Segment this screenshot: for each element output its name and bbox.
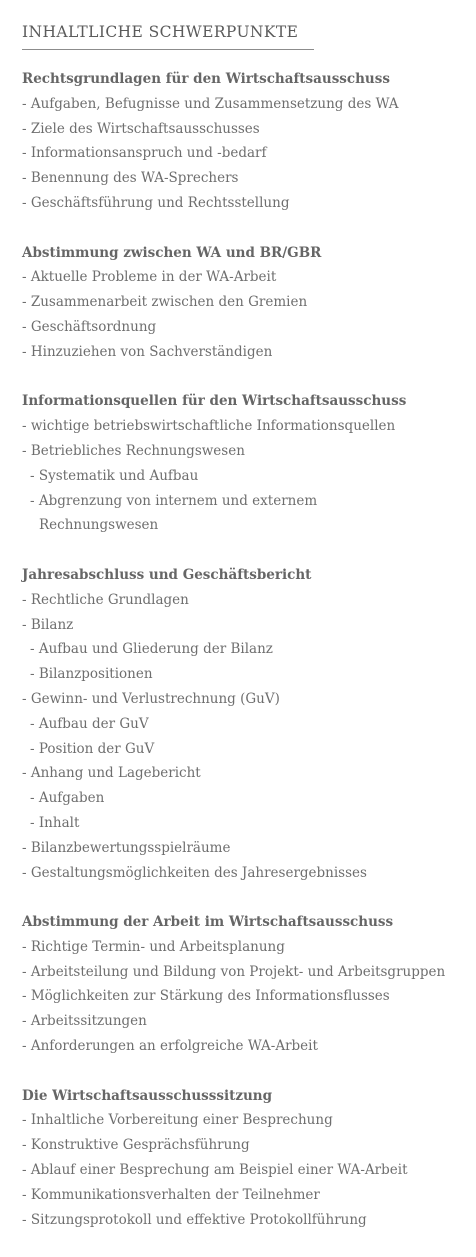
section-heading: Abstimmung zwischen WA und BR/GBR bbox=[22, 244, 322, 261]
list-item: - Aufgaben, Befugnisse und Zusammensetzung des WA bbox=[22, 95, 399, 112]
topic-section bbox=[22, 67, 472, 216]
list-item: - Arbeitsteilung und Bildung von Projekt- und Arbeitsgruppen bbox=[22, 963, 446, 980]
list-item: - Gewinn- und Verlustrechnung (GuV) bbox=[22, 690, 280, 707]
list-item: - Rechtliche Grundlagen bbox=[22, 591, 189, 608]
page-title: INHALTLICHE SCHWERPUNKTE bbox=[22, 23, 299, 41]
topic-section bbox=[22, 1084, 472, 1233]
topic-section bbox=[22, 563, 472, 885]
title-underline bbox=[22, 49, 314, 50]
section-heading: Rechtsgrundlagen für den Wirtschaftsausschuss bbox=[22, 71, 390, 87]
list-item: - Zusammenarbeit zwischen den Gremien bbox=[22, 294, 308, 311]
topic-section bbox=[22, 241, 472, 365]
list-item: - Aktuelle Probleme in der WA-Arbeit bbox=[22, 269, 277, 286]
list-item: - Kommunikationsverhalten der Teilnehmer bbox=[22, 1186, 320, 1203]
section-list bbox=[22, 67, 472, 1232]
list-item: - Informationsanspruch und -bedarf bbox=[22, 145, 267, 162]
topic-section bbox=[22, 910, 472, 1059]
list-item: - Anforderungen an erfolgreiche WA-Arbeit bbox=[22, 1038, 318, 1055]
sub-list-item: - Inhalt bbox=[30, 814, 80, 831]
content-page bbox=[22, 22, 472, 1257]
topic-section bbox=[22, 389, 472, 538]
sub-list-item: - Abgrenzung von internem und externem bbox=[30, 492, 318, 509]
list-item: - Bilanzbewertungsspielräume bbox=[22, 839, 231, 856]
section-heading: Jahresabschluss und Geschäftsbericht bbox=[22, 566, 312, 583]
sub-list-item: - Position der GuV bbox=[30, 740, 155, 757]
list-item: - Betriebliches Rechnungswesen bbox=[22, 442, 245, 459]
list-item: - Geschäftsführung und Rechtsstellung bbox=[22, 194, 290, 211]
list-item: - Benennung des WA-Sprechers bbox=[22, 170, 239, 187]
list-item: - Ablauf einer Besprechung am Beispiel einer WA-Arbeit bbox=[22, 1162, 408, 1179]
sub-list-item: Rechnungswesen bbox=[39, 517, 159, 534]
list-item: - Bilanz bbox=[22, 616, 74, 633]
list-item: - Hinzuziehen von Sachverständigen bbox=[22, 343, 273, 360]
section-heading: Informationsquellen für den Wirtschaftsausschuss bbox=[22, 393, 407, 410]
section-heading: Die Wirtschaftsausschusssitzung bbox=[22, 1087, 273, 1104]
sub-list-item: - Aufbau und Gliederung der Bilanz bbox=[30, 641, 273, 658]
list-item: - Konstruktive Gesprächsführung bbox=[22, 1137, 250, 1154]
list-item: - Inhaltliche Vorbereitung einer Besprechung bbox=[22, 1112, 333, 1129]
list-item: - Gestaltungsmöglichkeiten des Jahresergebnisses bbox=[22, 864, 367, 881]
section-heading: Abstimmung der Arbeit im Wirtschaftsausschuss bbox=[22, 914, 394, 931]
list-item: - Ziele des Wirtschaftsausschusses bbox=[22, 120, 260, 137]
list-item: - Anhang und Lagebericht bbox=[22, 765, 201, 782]
list-item: - Richtige Termin- und Arbeitsplanung bbox=[22, 938, 285, 955]
list-item: - Geschäftsordnung bbox=[22, 318, 157, 335]
list-item: - Sitzungsprotokoll und effektive Protokollführung bbox=[22, 1211, 367, 1228]
list-item: - Möglichkeiten zur Stärkung des Informationsflusses bbox=[22, 988, 390, 1005]
sub-list-item: - Bilanzpositionen bbox=[30, 666, 153, 683]
sub-list-item: - Systematik und Aufbau bbox=[30, 467, 199, 484]
list-item: - Arbeitssitzungen bbox=[22, 1013, 147, 1030]
sub-list-item: - Aufbau der GuV bbox=[30, 715, 149, 732]
list-item: - wichtige betriebswirtschaftliche Informationsquellen bbox=[22, 418, 396, 435]
sub-list-item: - Aufgaben bbox=[30, 790, 105, 807]
